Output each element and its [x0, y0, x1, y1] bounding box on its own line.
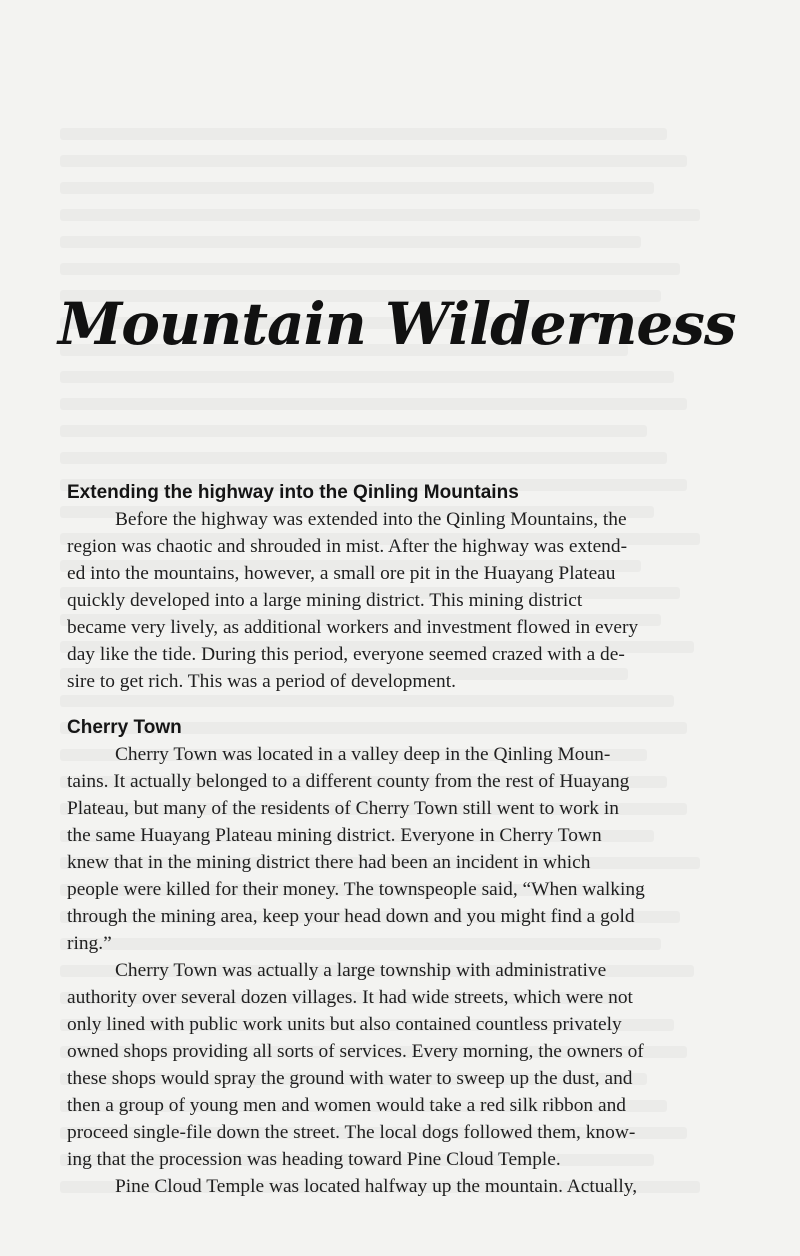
- bleed-line: [60, 182, 654, 194]
- bleed-line: [60, 155, 687, 167]
- bleed-line: [60, 452, 667, 464]
- chapter-title: Mountain Wilderness: [58, 290, 736, 358]
- section-highway: [67, 480, 727, 695]
- bleed-line: [60, 371, 674, 383]
- bleed-line: [60, 209, 700, 221]
- section-heading-highway: Extending the highway into the Qinling Mountains: [67, 482, 519, 503]
- paragraph-cherry-town-3: Pine Cloud Temple was located halfway up the mountain. Actually,: [115, 1176, 638, 1197]
- bleed-line: [60, 236, 641, 248]
- section-cherry-town: [67, 715, 727, 1200]
- bleed-line: [60, 263, 680, 275]
- bleed-line: [60, 398, 687, 410]
- bleed-line: [60, 425, 647, 437]
- paragraph-cherry-town-1: Cherry Town was located in a valley deep in the Qinling Moun- tains. It actually belonged to a different county from the rest of Huayang Plateau, but many of the residents of Cherry Town still went to work in the same Huayang Plateau mining district. Everyone in Cherry Town knew that in the mining district there had been an incident in which people were killed for their money. The townspeople said, “When walking through the mining area, keep your head down and you might find a gold ring.”: [67, 744, 645, 954]
- section-spacer: [67, 695, 727, 715]
- bleed-line: [60, 128, 667, 140]
- paragraph-highway: Before the highway was extended into the Qinling Mountains, the region was chaotic and shrouded in mist. After the highway was extend- ed into the mountains, however, a small ore pit in the Huayang Plateau quickly developed into a large mining district. This mining district became very lively, as additional workers and investment flowed in every day like the tide. During this period, everyone seemed crazed with a de- sire to get rich. This was a period of development.: [67, 509, 639, 692]
- paragraph-cherry-town-2: Cherry Town was actually a large township with administrative authority over several dozen villages. It had wide streets, which were not only lined with public work units but also contained countless privately owned shops providing all sorts of services. Every morning, the owners of these shops would spray the ground with water to sweep up the dust, and then a group of young men and women would take a red silk ribbon and proceed single-file down the street. The local dogs followed them, know- ing that the procession was heading toward Pine Cloud Temple.: [67, 960, 644, 1170]
- page-body: [67, 480, 727, 1200]
- section-heading-cherry-town: Cherry Town: [67, 717, 182, 738]
